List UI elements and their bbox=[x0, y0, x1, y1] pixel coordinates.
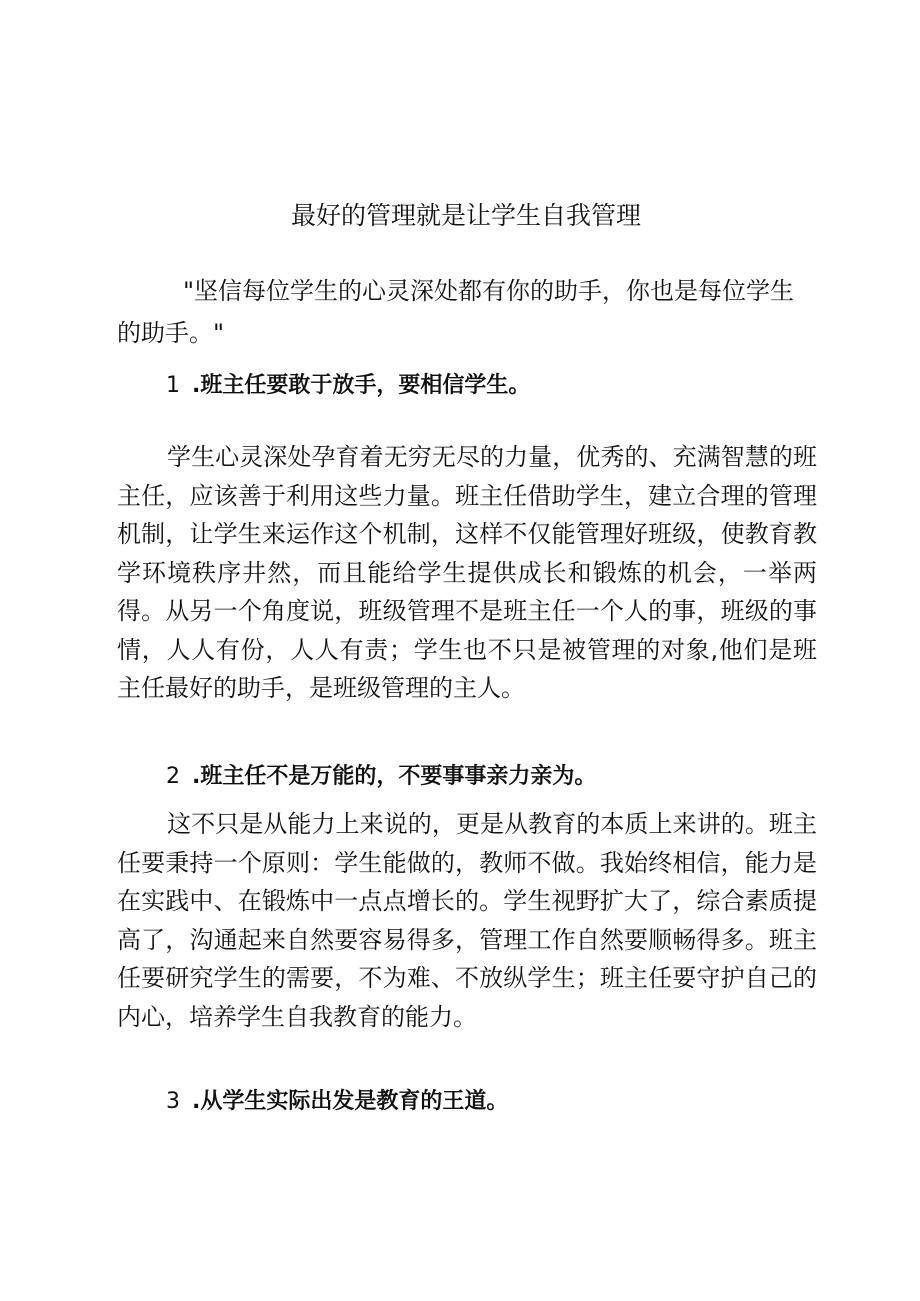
page-title: 最好的管理就是让学生自我管理 bbox=[290, 200, 641, 230]
section-heading-1 bbox=[166, 368, 826, 404]
section-heading-text: .从学生实际出发是教育的王道。 bbox=[192, 1089, 509, 1114]
section-number: 1 bbox=[166, 373, 180, 398]
section-heading-text: .班主任不是万能的，不要事事亲力亲为。 bbox=[192, 764, 597, 789]
section-heading-2 bbox=[166, 759, 826, 795]
section-paragraph-2: 这不只是从能力上来说的，更是从教育的本质上来讲的。班主任要秉持一个原则：学生能做的，教师不做。我始终相信，能力是在实践中、在锻炼中一点点增长的。学生视野扩大了，综合素质提高了，沟通起来自然要容易得多，管理工作自然要顺畅得多。班主任要研究学生的需要，不为难、不放纵学生；班主任要守护自己的内心，培养学生自我教育的能力。 bbox=[117, 810, 817, 1031]
section-number: 3 bbox=[166, 1089, 180, 1114]
section-heading-text: .班主任要敢于放手，要相信学生。 bbox=[192, 373, 531, 398]
section-paragraph-1: 学生心灵深处孕育着无穷无尽的力量，优秀的、充满智慧的班主任，应该善于利用这些力量。班主任借助学生，建立合理的管理机制，让学生来运作这个机制，这样不仅能管理好班级，使教育教学环境秩序井然，而且能给学生提供成长和锻炼的机会，一举两得。从另一个角度说，班级管理不是班主任一个人的事，班级的事情，人人有份，人人有责；学生也不只是被管理的对象,他们是班主任最好的助手，是班级管理的主人。 bbox=[117, 443, 817, 702]
section-heading-3 bbox=[166, 1084, 826, 1120]
section-number: 2 bbox=[166, 764, 180, 789]
opening-quote: "坚信每位学生的心灵深处都有你的助手，你也是每位学生的助手。" bbox=[117, 277, 795, 347]
